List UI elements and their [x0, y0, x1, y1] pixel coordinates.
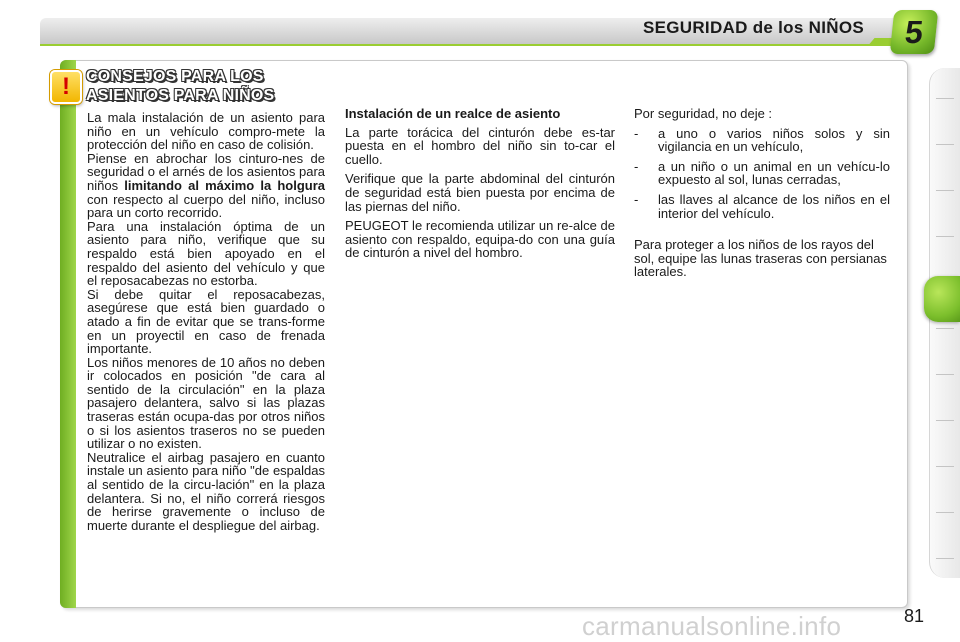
- warning-symbol: !: [62, 73, 70, 100]
- chapter-tab-divider: [936, 466, 954, 467]
- paragraph: Para proteger a los niños de los rayos del sol, equipe las lunas traseras con persianas laterales.: [634, 237, 887, 280]
- column-3: [634, 107, 890, 279]
- chapter-tabs: [929, 68, 960, 578]
- bullet-list: [634, 127, 890, 221]
- bullet-marker: -: [634, 158, 639, 174]
- chapter-tab-divider: [936, 98, 954, 99]
- exclamation-icon: [50, 70, 82, 104]
- watermark-text: carmanualsonline.info: [582, 611, 842, 641]
- list-item-text: a un niño o un animal en un vehícu-lo expuesto al sol, lunas cerradas,: [658, 158, 890, 188]
- paragraph-text: con respecto al cuerpo del niño, incluso para un corto recorrido.: [87, 191, 325, 221]
- chapter-tab-divider: [936, 328, 954, 329]
- section-title-line2: ASIENTOS PARA NIÑOS: [86, 87, 275, 104]
- chapter-tab-active[interactable]: [924, 276, 960, 322]
- paragraph: La parte torácica del cinturón debe es-tar puesta en el hombro del niño sin to-car el cuello.: [345, 124, 615, 167]
- chapter-tab-divider: [936, 374, 954, 375]
- page-header-title: SEGURIDAD de los NIÑOS: [642, 18, 864, 37]
- panel-accent-strip: [60, 60, 76, 608]
- emphasis-text: limitando al máximo la holgura: [124, 177, 325, 193]
- paragraph: Para una instalación óptima de un asiento para niño, verifique que su respaldo está bien apoyado en el respaldo del asiento del vehículo y que el reposacabezas no estorba.: [87, 218, 325, 289]
- paragraph: Los niños menores de 10 años no deben ir colocados en posición "de cara al sentido de la circulación" en la plaza pasajero delantera, salvo si las plazas traseras están ocupa-das por otros niños o si los asientos traseros no se pueden utilizar o no existen.: [87, 354, 325, 452]
- chapter-tab-divider: [936, 190, 954, 191]
- list-item-text: las llaves al alcance de los niños en el interior del vehículo.: [658, 191, 890, 221]
- chapter-tab-divider: [936, 420, 954, 421]
- chapter-tab-divider: [936, 558, 954, 559]
- paragraph: Por seguridad, no deje :: [634, 106, 773, 121]
- paragraph-text: Piense en abrochar los cinturo-nes de seguridad o el arnés de los asientos para niños: [87, 150, 325, 193]
- column-1: [87, 111, 325, 532]
- paragraph: Si debe quitar el reposacabezas, asegúrese que está bien guardado o atado a fin de evitar que se trans-forme en un proyectil en caso de frenada importante.: [87, 286, 325, 357]
- section-title-line1: CONSEJOS PARA LOS: [86, 68, 264, 85]
- list-item: [634, 160, 890, 187]
- paragraph: La mala instalación de un asiento para niño en un vehículo compro-mete la protección del niño en caso de colisión.: [87, 110, 325, 153]
- list-item-text: a uno o varios niños solos y sin vigilancia en un vehículo,: [658, 125, 890, 155]
- paragraph: Verifique que la parte abdominal del cinturón de seguridad está bien puesta por encima de las piernas del niño.: [345, 171, 615, 214]
- chapter-number-badge: 5: [890, 10, 939, 54]
- section-title: [86, 67, 326, 105]
- page-number: 81: [904, 606, 925, 626]
- chapter-tab-divider: [936, 144, 954, 145]
- list-item: [634, 193, 890, 220]
- column-2: [345, 107, 615, 266]
- paragraph: PEUGEOT le recomienda utilizar un re-alce de asiento con respaldo, equipa-do con una guía de cinturón a nivel del hombro.: [345, 218, 615, 261]
- bullet-marker: -: [634, 125, 639, 141]
- subsection-heading: Instalación de un realce de asiento: [345, 106, 561, 121]
- chapter-tab-divider: [936, 236, 954, 237]
- list-item: [634, 127, 890, 154]
- paragraph: [87, 152, 325, 220]
- bullet-marker: -: [634, 191, 639, 207]
- chapter-tab-divider: [936, 512, 954, 513]
- paragraph: Neutralice el airbag pasajero en cuanto instale un asiento para niño "de espaldas al sentido de la circu-lación" en la plaza delantera. Si no, el niño correrá riesgos de herirse gravemente o incluso de muerte durante el despliegue del airbag.: [87, 449, 325, 533]
